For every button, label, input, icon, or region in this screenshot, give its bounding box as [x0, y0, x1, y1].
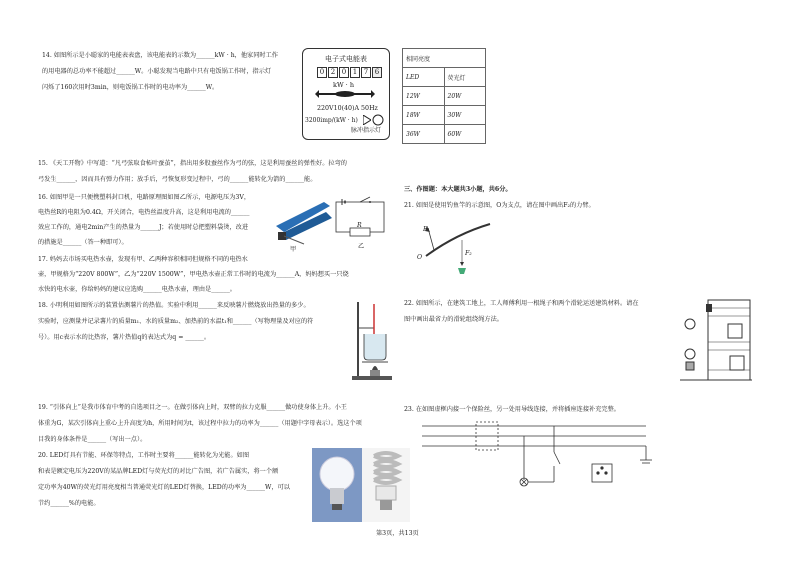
meter-digit: 0: [317, 67, 327, 78]
meter-digit: 7: [361, 67, 371, 78]
table-col-led: LED: [403, 68, 445, 87]
indicator-light-icon: [371, 113, 385, 127]
meter-indicator-label: 脉冲指示灯: [351, 127, 382, 134]
table-cell: 60W: [444, 125, 486, 144]
q22-line1: 22. 如图所示，在建筑工地上，工人师傅利用一根绳子和两个滑轮运送建筑材料。请在: [404, 300, 639, 307]
meter-digit: 1: [350, 67, 360, 78]
label-F2: F₂: [465, 250, 472, 257]
meter-imp: 3200imp/(kW · h): [305, 117, 358, 124]
q16-line1: 16. 如图甲是一只便携塑料封口机，电路原理图如图乙所示，电源电压为3V，: [38, 194, 251, 201]
construction-pulley-diagram: [680, 296, 752, 384]
table-row: [403, 87, 486, 106]
q22-line2: 图中画出最省力的滑轮组绕绳方法。: [404, 316, 503, 323]
label-jia: 甲: [290, 246, 297, 253]
q20-line3: 定功率为40W的荧光灯用亮度相当普通荧光灯的LED灯替换，LED的功率为______W，可以: [38, 484, 290, 491]
triangle-icon: [363, 115, 371, 125]
table-cell: 20W: [444, 87, 486, 106]
sealer-circuit-diagram: [330, 196, 390, 242]
page-footer: 第3页，共13页: [376, 530, 419, 537]
led-comparison-table: [402, 48, 486, 144]
cfl-bulb-image: [362, 448, 410, 522]
table-row: [403, 106, 486, 125]
q21-line1: 21. 如图是使用钓鱼竿的示意图，O为支点，请在图中画出F₂的力臂。: [404, 202, 595, 209]
q16-line4: 的措施是______（答一种即可）。: [38, 239, 128, 246]
label-R: R: [357, 222, 362, 229]
table-col-fluorescent: 荧光灯: [444, 68, 486, 87]
q20-line1: 20. LED灯具有节能、环保等特点，工作时主要将______能转化为光能。如图: [38, 452, 250, 459]
q19-line2: 体重为G，某次引体向上重心上升高度为h，所用时间为t，该过程中拉力的功率为______（用题中字母表示）。选这个项: [38, 420, 362, 427]
q14-line1: 14. 如图所示是小聪家的电能表表盘，该电能表的示数为______kW · h，他家同时工作: [42, 52, 278, 59]
meter-digit: 6: [372, 67, 382, 78]
incandescent-bulb-image: [312, 448, 362, 522]
q17-line3: 水快的电水壶，你给妈妈的建议应选购______电热水壶，理由是______。: [38, 286, 236, 293]
q14-line3: 闪烁了160次用时3min，则电饭锅工作时的电功率为______W。: [42, 84, 219, 91]
meter-digits: [317, 67, 382, 78]
q20-line4: 节约______%的电能。: [38, 500, 100, 507]
label-yi: 乙: [358, 243, 365, 250]
electric-meter: [302, 48, 390, 140]
q20-line2: 和表是额定电压为220V的某品牌LED灯与荧光灯的对比广告图，若广告属实，将一个额: [38, 468, 279, 475]
label-F1: F₁: [423, 226, 430, 233]
table-header: 相同亮度: [403, 49, 486, 68]
plastic-sealer-image: [274, 196, 334, 246]
q18-line2: 实验时，应测量并记录薯片的质量m₁、水的质量m₂、加热前的水温t₁和______（写物理量及对应的符: [38, 318, 314, 325]
q17-line1: 17. 妈妈去市场买电热水壶，发现有甲、乙两种容积相同但规格不同的电热水: [38, 256, 248, 263]
q14-line2: 的用电器的总功率不能超过______W。小聪发现当电路中只有电饭锅工作时，指示灯: [42, 68, 272, 75]
section3-title: 三、作图题：本大题共3小题，共6分。: [404, 186, 512, 193]
meter-unit: kW · h: [333, 81, 355, 89]
meter-digit: 2: [328, 67, 338, 78]
table-cell: 12W: [403, 87, 445, 106]
label-O: O: [417, 254, 423, 261]
q18-line1: 18. 小明利用如图所示的装置估测薯片的热值。实验中利用______来反映薯片燃烧放出热量的多少。: [38, 302, 310, 309]
q23-line1: 23. 在如图虚框内接一个保险丝，另一处用导线连接，并将插座连接补充完整。: [404, 406, 620, 413]
q15-line1: 15. 《天工开物》中写道：“凡弓弦取食柘叶蚕茧”，指出用多股蚕丝作为弓的弦，这是利用蚕丝的弹性好。拉弯的: [38, 160, 347, 167]
q19-line1: 19. “引体向上”是我市体育中考的自选项目之一。在做引体向上时，双臂的拉力克服______做功使身体上升。小王: [38, 404, 347, 411]
meter-title: 电子式电能表: [325, 55, 367, 63]
meter-digit: 0: [339, 67, 349, 78]
q18-line3: 号）。用c表示水的比热容，薯片热值q的表达式为q = ______。: [38, 334, 211, 341]
meter-arrow-icon: [315, 89, 375, 99]
table-row: [403, 125, 486, 144]
q16-line2: 电热丝R的电阻为0.4Ω，开关闭合，电热丝温度升高，这是利用电流的______: [38, 209, 250, 216]
household-circuit-diagram: [414, 420, 670, 490]
q15-line2: 弓发生______，因而具有弹力作用；放手后，弓恢复形变过程中，弓的______能转化为箭的______能。: [38, 176, 317, 183]
table-cell: 18W: [403, 106, 445, 125]
q17-line2: 壶，甲规格为“220V 800W”，乙为“220V 1500W”，甲电热水壶正常工作时的电流为______A，妈妈想买一只烧: [38, 271, 349, 278]
q19-line3: 目我的身体条件是______（写出一点）。: [38, 436, 147, 443]
table-cell: 36W: [403, 125, 445, 144]
heat-value-apparatus: [350, 298, 396, 382]
q16-line3: 效应工作的，通电2min产生的热量为______J；若使用时总把塑料袋烫，改进: [38, 224, 249, 231]
meter-spec: 220V10(40)A 50Hz: [317, 105, 378, 112]
table-cell: 30W: [444, 106, 486, 125]
